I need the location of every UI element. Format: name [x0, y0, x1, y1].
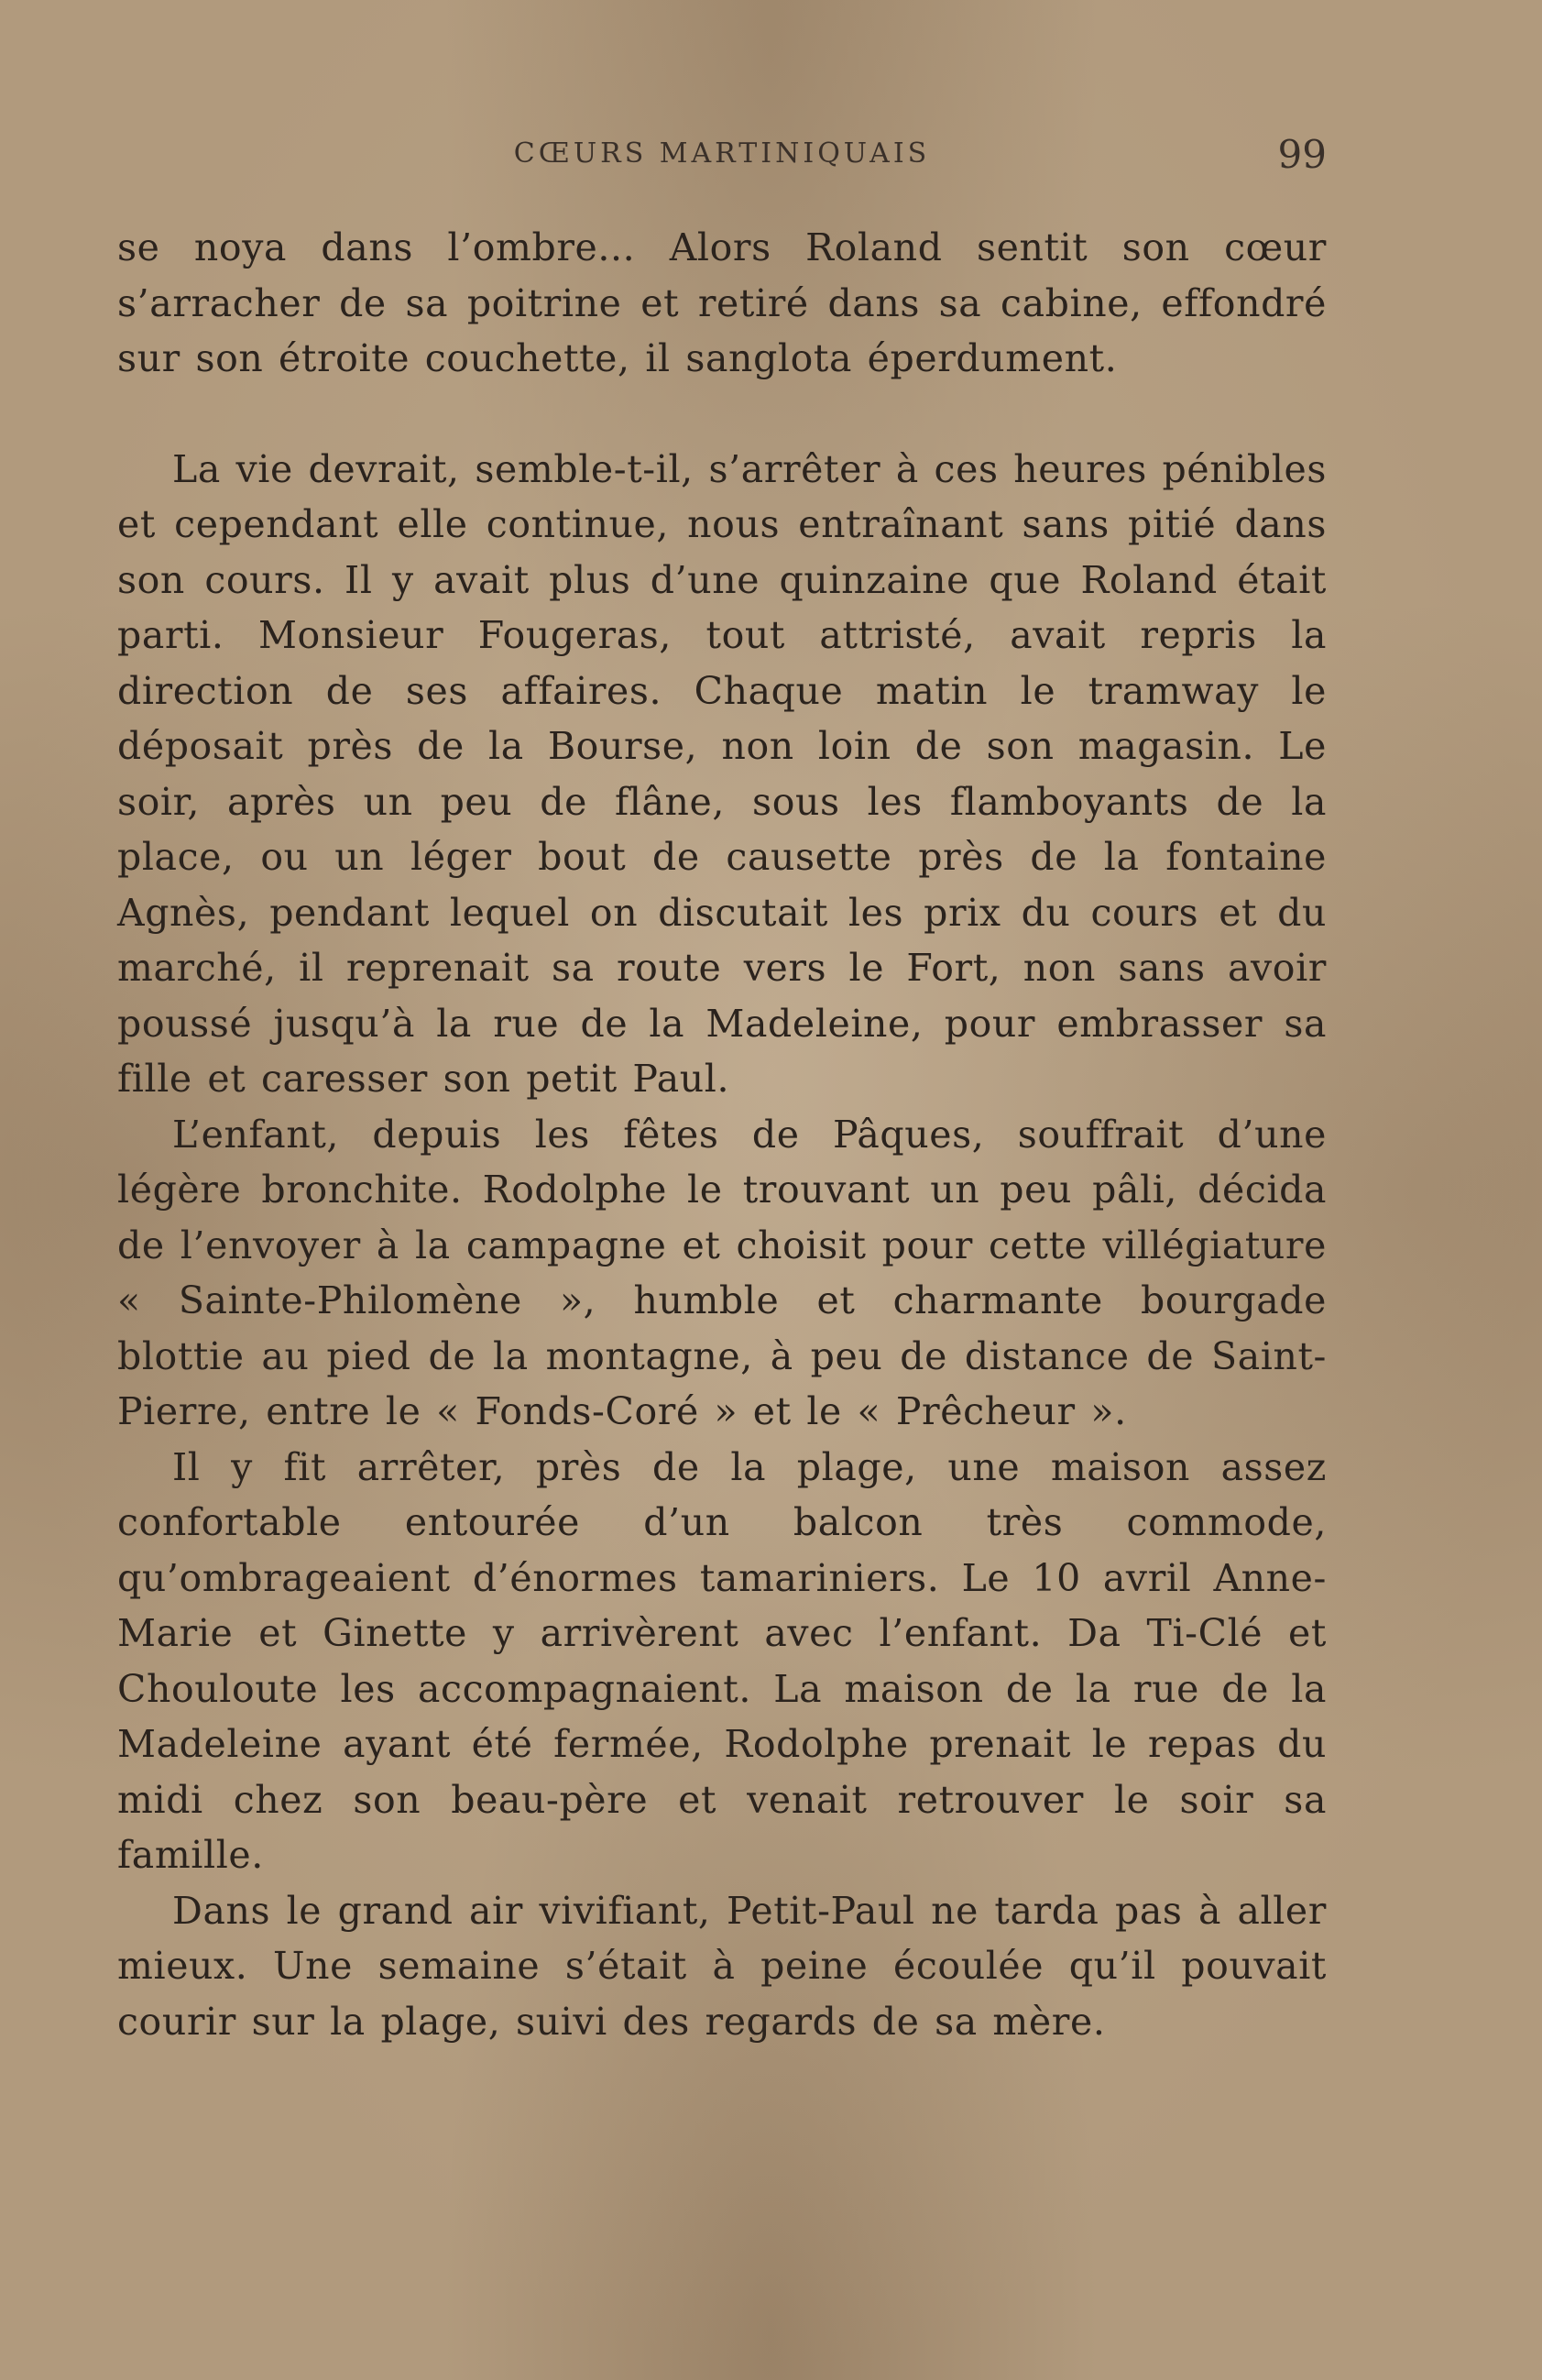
running-title: CŒURS MARTINIQUAIS: [513, 137, 931, 170]
page-header: [117, 132, 1327, 183]
paragraph: La vie devrait, semble-t-il, s’arrêter à ces heures pénibles et cependant elle continue, nous entraînant sans pitié dans son cours. Il y avait plus d’une quinzaine que Roland était parti. Monsieur Fougeras, tout attristé, avait repris la direction de ses affaires. Chaque matin le tramway le déposait près de la Bourse, non loin de son magasin. Le soir, après un peu de flâne, sous les flamboyants de la place, ou un léger bout de causette près de la fontaine Agnès, pendant lequel on discutait les prix du cours et du marché, il reprenait sa route vers le Fort, non sans avoir poussé jusqu’à la rue de la Madeleine, pour embrasser sa fille et caresser son petit Paul.: [117, 446, 1327, 1101]
page-number: 99: [1277, 132, 1327, 177]
paragraph-continuation: se noya dans l’ombre... Alors Roland sentit son cœur s’arracher de sa poitrine et retiré dans sa cabine, effondré sur son étroite couchette, il sanglota éperdument.: [117, 225, 1327, 380]
paragraph: Il y fit arrêter, près de la plage, une maison assez confortable entourée d’un balcon très commode, qu’ombrageaient d’énormes tamariniers. Le 10 avril Anne-Marie et Ginette y arrivèrent avec l’enfant. Da Ti-Clé et Chouloute les accompagnaient. La maison de la rue de la Madeleine ayant été fermée, Rodolphe prenait le repas du midi chez son beau-père et venait retrouver le soir sa famille.: [117, 1444, 1327, 1877]
paragraph: Dans le grand air vivifiant, Petit-Paul ne tarda pas à aller mieux. Une semaine s’était à peine écoulée qu’il pouvait courir sur la plage, suivi des regards de sa mère.: [117, 1888, 1327, 2044]
page-body: [117, 220, 1327, 2049]
paragraph: L’enfant, depuis les fêtes de Pâques, souffrait d’une légère bronchite. Rodolphe le trouvant un peu pâli, décida de l’envoyer à la campagne et choisit pour cette villégiature « Sainte-Philomène », humble et charmante bourgade blottie au pied de la montagne, à peu de distance de Saint-Pierre, entre le « Fonds-Coré » et le « Prêcheur ».: [117, 1112, 1327, 1433]
